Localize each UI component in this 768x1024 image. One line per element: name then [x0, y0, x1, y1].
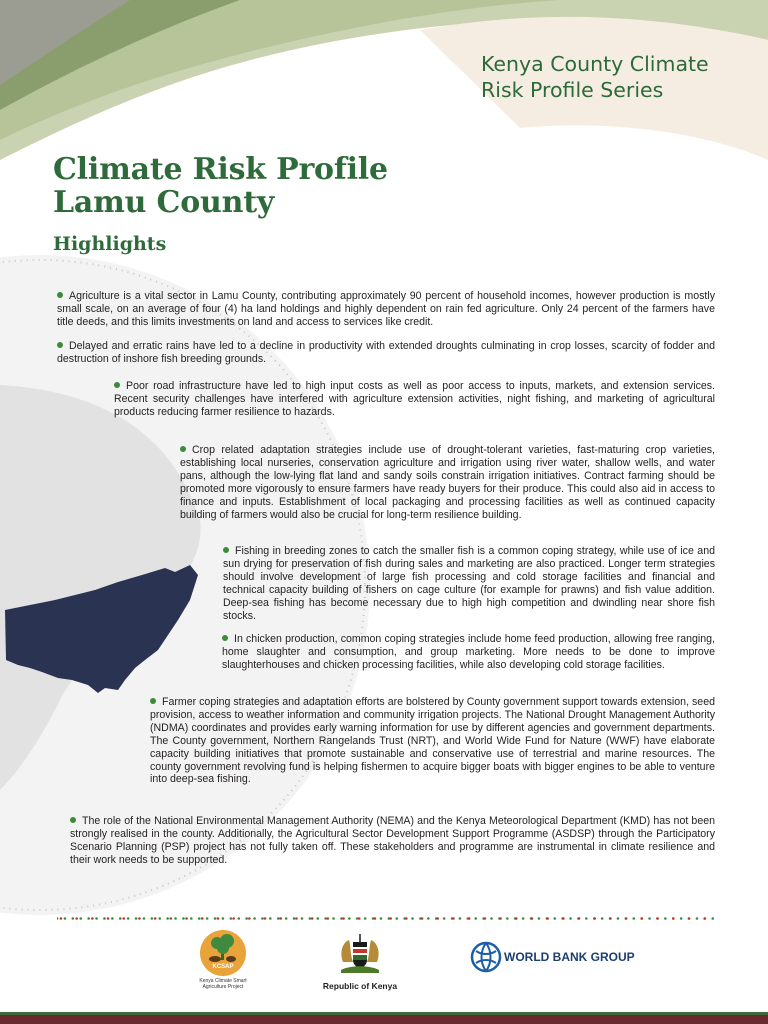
- highlight-bullet-6: [222, 633, 715, 672]
- highlight-bullet-8: [70, 815, 715, 867]
- bullet-text: In chicken production, common coping strategies include home feed production, allowing free ranging, home slaughter and consumption, and group marketing. More needs to be done to improve slaughterhouses and chicken processing facilities, while also developing cold storage facilities.: [222, 633, 715, 671]
- bullet-text: Farmer coping strategies and adaptation efforts are bolstered by County government support towards extension, seed provision, access to weather information and community irrigation projects. The National Drought Management Authority (NDMA) coordinates and provides early warning information for use by different agencies and government departments. The County government, Northern Rangelands Trust (NRT), and World Wide Fund for Nature (WWF) have elaborate capacity building initiatives that promote sustainable and conservative use of terrestrial and marine resources. The county government revolving fund is helping fishermen to acquire bigger boats with bigger engines to be able to venture into deep-sea fishing.: [150, 696, 715, 786]
- footer-divider: [57, 917, 720, 920]
- series-title-line2: Risk Profile Series: [481, 78, 664, 102]
- kcsap-emblem: [200, 930, 246, 976]
- kcsap-logo: [200, 930, 258, 990]
- bullet-dot-icon: [114, 382, 120, 388]
- bullet-text: Poor road infrastructure have led to high input costs as well as poor access to inputs, markets, and extension services. Recent security challenges have interfered with agriculture extension activities, night fishing, and marketing of agricultural products reducing farmer resilience to hazards.: [114, 380, 715, 418]
- bullet-text: Agriculture is a vital sector in Lamu County, contributing approximately 90 percent of household incomes, however production is mostly small scale, on an average of four (4) ha land holdings and highly dependent on rain fed agriculture. Only 24 percent of the farmers have title deeds, and this limits investments on land and access to services like credit.: [57, 290, 715, 328]
- highlight-bullet-2: [57, 340, 715, 366]
- bottom-green-stripe: [0, 1012, 768, 1015]
- bullet-dot-icon: [70, 817, 76, 823]
- highlight-bullet-3: [114, 380, 715, 419]
- republic-of-kenya-label: Republic of Kenya: [322, 981, 398, 991]
- bullet-dot-icon: [57, 292, 63, 298]
- highlight-bullet-7: [150, 696, 715, 786]
- bullet-dot-icon: [150, 698, 156, 704]
- series-title: [481, 51, 751, 103]
- page-title: [53, 153, 388, 219]
- highlight-bullet-5: [223, 545, 715, 622]
- bullet-dot-icon: [223, 547, 229, 553]
- page-title-line2: Lamu County: [53, 185, 275, 220]
- series-title-line1: Kenya County Climate: [481, 52, 709, 76]
- bullet-text: Crop related adaptation strategies include use of drought-tolerant varieties, fast-maturing crop varieties, establishing local nurseries, conservation agriculture and irrigation using river water, shallow wells, and water pans, although the low-lying flat land and sandy soils constrain irrigation initiatives. Contract farming should be promoted more vigorously to ensure farmers have ready buyers for their produce. This could also aid in access to finance and inputs. Establishment of local packaging and processing facilities as well as continued capacity building of farmers would also be crucial for long-term resilience building.: [180, 444, 715, 521]
- world-bank-group-label: WORLD BANK GROUP: [504, 950, 635, 964]
- bullet-dot-icon: [57, 342, 63, 348]
- bullet-text: The role of the National Environmental Management Authority (NEMA) and the Kenya Meteorological Department (KMD) has not been strongly realised in the county. Additionally, the Agricultural Sector Development Support Programme (ASDSP) through the Participatory Scenario Planning (PSP) project has not fully taken off. These stakeholders and programme are instrumental in climate resilience and their work needs to be supported.: [70, 815, 715, 866]
- globe-icon: [470, 941, 502, 973]
- section-heading-highlights: Highlights: [53, 233, 167, 255]
- world-bank-group-logo: [470, 941, 640, 975]
- page-title-line1: Climate Risk Profile: [53, 152, 388, 187]
- highlight-bullet-1: [57, 290, 715, 329]
- bullet-dot-icon: [180, 446, 186, 452]
- bullet-dot-icon: [222, 635, 228, 641]
- coat-of-arms-icon: [335, 932, 385, 974]
- republic-of-kenya-logo: [320, 932, 400, 991]
- kcsap-caption: Kenya Climate Smart Agriculture Project: [199, 978, 247, 990]
- bullet-text: Fishing in breeding zones to catch the smaller fish is a common coping strategy, while use of ice and sun drying for preservation of fish during sales and marketing are also practiced. Longer term strategies should involve development of large fish processing and cold storage facilities and financial and technical capacity building of fishers on cage culture (for example for prawns) and fish value addition. Deep-sea fishing has become necessary due to high high competition and dwindling near shore fish stocks.: [223, 545, 715, 622]
- kcsap-acronym: KCSAP: [212, 964, 234, 970]
- bullet-text: Delayed and erratic rains have led to a decline in productivity with extended droughts culminating in crop losses, scarcity of fodder and destruction of inshore fish breeding grounds.: [57, 340, 715, 365]
- highlight-bullet-4: [180, 444, 715, 521]
